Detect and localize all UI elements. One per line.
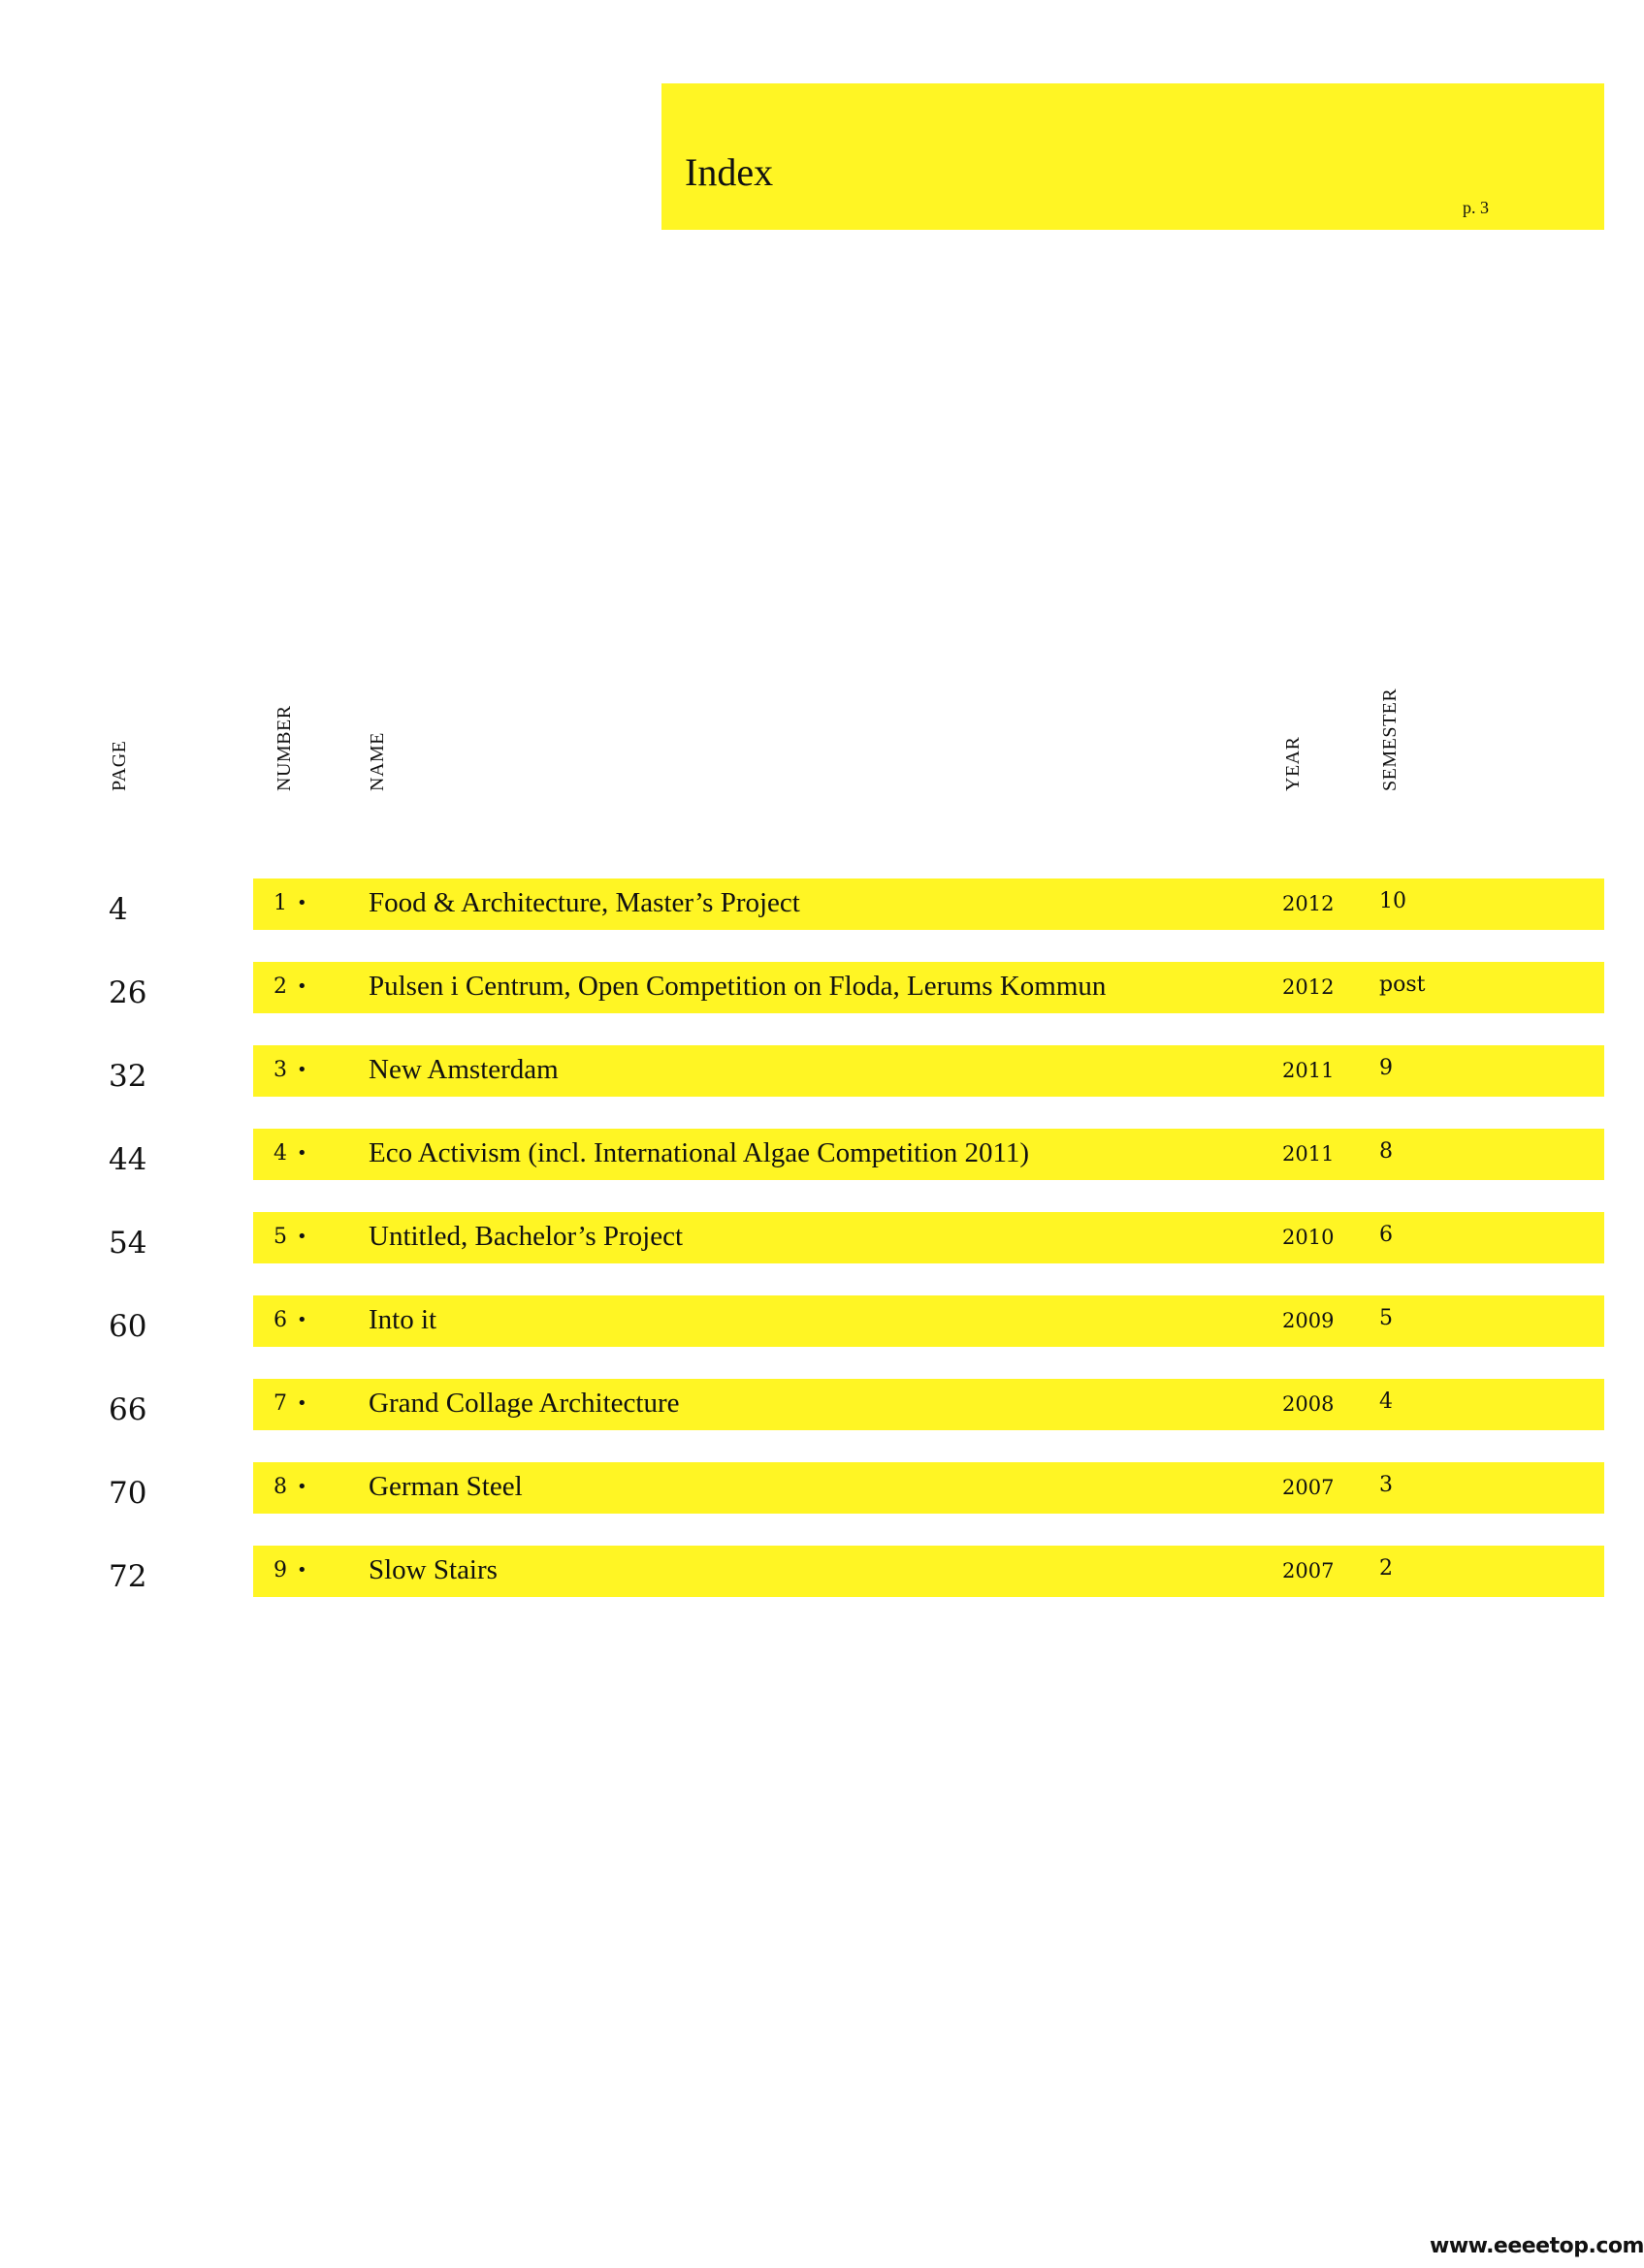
row-year: 2007 [1282, 1559, 1335, 1582]
table-row[interactable] [0, 1379, 1604, 1430]
row-page-number: 32 [109, 1059, 147, 1094]
row-page-number: 72 [109, 1559, 147, 1594]
row-page-number: 54 [109, 1226, 147, 1261]
row-number: 9 [274, 1558, 287, 1582]
bullet-icon: • [297, 1477, 307, 1497]
bullet-icon: • [297, 1060, 307, 1080]
row-number: 1 [274, 891, 287, 915]
row-page-number: 26 [109, 975, 147, 1010]
row-number: 6 [274, 1308, 287, 1332]
row-highlight [253, 1212, 1604, 1263]
column-header-page: PAGE [109, 740, 130, 791]
table-row[interactable] [0, 1212, 1604, 1263]
index-table [0, 878, 1604, 1629]
column-header-semester: SEMESTER [1379, 687, 1401, 791]
row-page-number: 60 [109, 1309, 147, 1344]
row-year: 2011 [1282, 1142, 1335, 1166]
row-number: 2 [274, 974, 287, 999]
row-number: 7 [274, 1391, 287, 1416]
row-semester: 6 [1379, 1223, 1393, 1247]
row-highlight [253, 1295, 1604, 1347]
row-number: 4 [274, 1141, 287, 1166]
bullet-icon: • [297, 1143, 307, 1164]
row-highlight [253, 1129, 1604, 1180]
row-year: 2011 [1282, 1059, 1335, 1082]
row-semester: 2 [1379, 1556, 1393, 1581]
bullet-icon: • [297, 1227, 307, 1247]
row-page-number: 4 [109, 892, 128, 927]
row-highlight [253, 1462, 1604, 1514]
table-row[interactable] [0, 1045, 1604, 1097]
row-project-name: Untitled, Bachelor’s Project [369, 1221, 684, 1252]
row-project-name: Food & Architecture, Master’s Project [369, 887, 800, 918]
page-number: p. 3 [1463, 198, 1489, 217]
bullet-icon: • [297, 1560, 307, 1581]
column-header-number: NUMBER [274, 705, 295, 791]
bullet-icon: • [297, 976, 307, 997]
row-page-number: 66 [109, 1392, 147, 1427]
table-row[interactable] [0, 1462, 1604, 1514]
row-project-name: New Amsterdam [369, 1054, 559, 1085]
page-title: Index [685, 150, 774, 194]
bullet-icon: • [297, 1393, 307, 1414]
column-header-name: NAME [367, 732, 388, 791]
row-project-name: German Steel [369, 1471, 523, 1502]
bullet-icon: • [297, 893, 307, 913]
row-year: 2012 [1282, 975, 1335, 999]
watermark-link[interactable]: www.eeeetop.com [1430, 2234, 1644, 2258]
column-header-year: YEAR [1282, 736, 1304, 791]
row-highlight [253, 962, 1604, 1013]
row-semester: 10 [1379, 889, 1406, 913]
row-number: 5 [274, 1225, 287, 1249]
table-row[interactable] [0, 962, 1604, 1013]
row-highlight [253, 1379, 1604, 1430]
row-highlight [253, 1045, 1604, 1097]
row-number: 3 [274, 1058, 287, 1082]
header-band [661, 83, 1604, 230]
row-year: 2010 [1282, 1226, 1335, 1249]
row-semester: 3 [1379, 1473, 1393, 1497]
table-row[interactable] [0, 1129, 1604, 1180]
row-semester: 8 [1379, 1139, 1393, 1164]
row-year: 2008 [1282, 1392, 1335, 1416]
row-number: 8 [274, 1475, 287, 1499]
row-highlight [253, 878, 1604, 930]
row-page-number: 70 [109, 1476, 147, 1511]
row-semester: 4 [1379, 1390, 1393, 1414]
row-project-name: Eco Activism (incl. International Algae Competition 2011) [369, 1137, 1030, 1168]
row-project-name: Into it [369, 1304, 437, 1335]
row-project-name: Pulsen i Centrum, Open Competition on Floda, Lerums Kommun [369, 971, 1107, 1002]
table-row[interactable] [0, 878, 1604, 930]
row-year: 2009 [1282, 1309, 1335, 1332]
table-row[interactable] [0, 1295, 1604, 1347]
row-highlight [253, 1546, 1604, 1597]
row-semester: 9 [1379, 1056, 1393, 1080]
row-semester: post [1379, 973, 1426, 997]
row-project-name: Grand Collage Architecture [369, 1388, 680, 1419]
bullet-icon: • [297, 1310, 307, 1330]
row-year: 2012 [1282, 892, 1335, 915]
row-semester: 5 [1379, 1306, 1393, 1330]
row-page-number: 44 [109, 1142, 147, 1177]
row-year: 2007 [1282, 1476, 1335, 1499]
table-row[interactable] [0, 1546, 1604, 1597]
row-project-name: Slow Stairs [369, 1554, 498, 1585]
